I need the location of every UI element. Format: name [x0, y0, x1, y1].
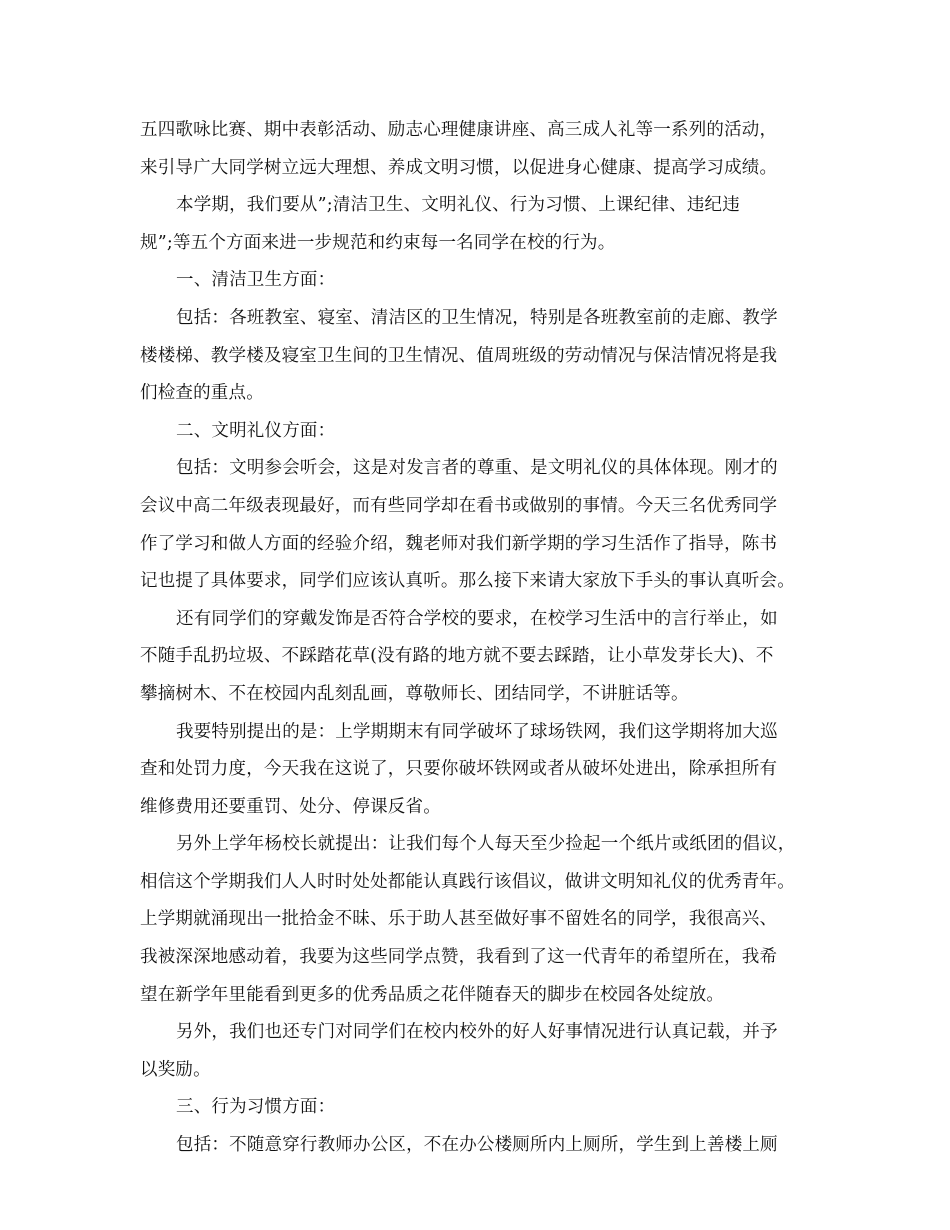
paragraph-start: 包括：文明参会听会，这是对发言者的尊重、是文明礼仪的具体体现。刚才的: [176, 458, 778, 479]
paragraph-start: 另外上学年杨校长就提出：让我们每个人每天至少捡起一个纸片或纸团的倡议，: [176, 834, 796, 855]
text-line: 查和处罚力度，今天我在这说了，只要你破坏铁网或者从破坏处进出，除承担所有: [140, 759, 778, 780]
paragraph-start: 包括：各班教室、寝室、清洁区的卫生情况，特别是各班教室前的走廊、教学: [176, 307, 778, 328]
text-line: 不随手乱扔垃圾、不踩踏花草(没有路的地方就不要去踩踏，让小草发芽长大)、不: [140, 646, 774, 667]
text-line: 楼楼梯、教学楼及寝室卫生间的卫生情况、值周班级的劳动情况与保洁情况将是我: [140, 345, 778, 366]
text-line: 上学期就涌现出一批拾金不昧、乐于助人甚至做好事不留姓名的同学，我很高兴、: [140, 909, 778, 930]
text-line: 我被深深地感动着，我要为这些同学点赞，我看到了这一代青年的希望所在，我希: [140, 947, 778, 968]
text-line: 五四歌咏比赛、期中表彰活动、励志心理健康讲座、高三成人礼等一系列的活动，: [140, 120, 778, 140]
text-line: 会议中高二年级表现最好，而有些同学却在看书或做别的事情。今天三名优秀同学: [140, 495, 778, 516]
text-line: 规”;等五个方面来进一步规范和约束每一名同学在校的行为。: [140, 232, 616, 253]
text-line: 望在新学年里能看到更多的优秀品质之花伴随春天的脚步在校园各处绽放。: [140, 984, 725, 1005]
text-line: 维修费用还要重罚、处分、停课反省。: [140, 796, 441, 817]
paragraph-start: 另外，我们也还专门对同学们在校内校外的好人好事情况进行认真记载，并予: [176, 1022, 778, 1043]
text-line: 相信这个学期我们人人时时处处都能认真践行该倡议，做讲文明知礼仪的优秀青年。: [140, 871, 795, 892]
text-line: 以奖励。: [140, 1059, 211, 1080]
paragraph-start: 包括：不随意穿行教师办公区，不在办公楼厕所内上厕所，学生到上善楼上厕: [176, 1135, 778, 1156]
text-line: 们检查的重点。: [140, 383, 264, 404]
section-heading-behavior: 三、行为习惯方面：: [176, 1097, 336, 1118]
text-line: 攀摘树木、不在校园内乱刻乱画，尊敬师长、团结同学，不讲脏话等。: [140, 683, 689, 704]
paragraph-start: 本学期，我们要从”;清洁卫生、文明礼仪、行为习惯、上课纪律、违纪违: [176, 195, 740, 216]
paragraph-start: 还有同学们的穿戴发饰是否符合学校的要求，在校学习生活中的言行举止，如: [176, 608, 778, 629]
text-line: 来引导广大同学树立远大理想、养成文明习惯，以促进身心健康、提高学习成绩。: [140, 157, 778, 178]
text-line: 作了学习和做人方面的经验介绍，魏老师对我们新学期的学习生活作了指导，陈书: [140, 533, 778, 554]
section-heading-hygiene: 一、清洁卫生方面：: [176, 270, 336, 291]
section-heading-etiquette: 二、文明礼仪方面：: [176, 420, 336, 441]
document-body: [140, 112, 830, 1165]
text-line: 记也提了具体要求，同学们应该认真听。那么接下来请大家放下手头的事认真听会。: [140, 571, 795, 592]
paragraph-start: 我要特别提出的是：上学期期末有同学破坏了球场铁网，我们这学期将加大巡: [176, 721, 778, 742]
